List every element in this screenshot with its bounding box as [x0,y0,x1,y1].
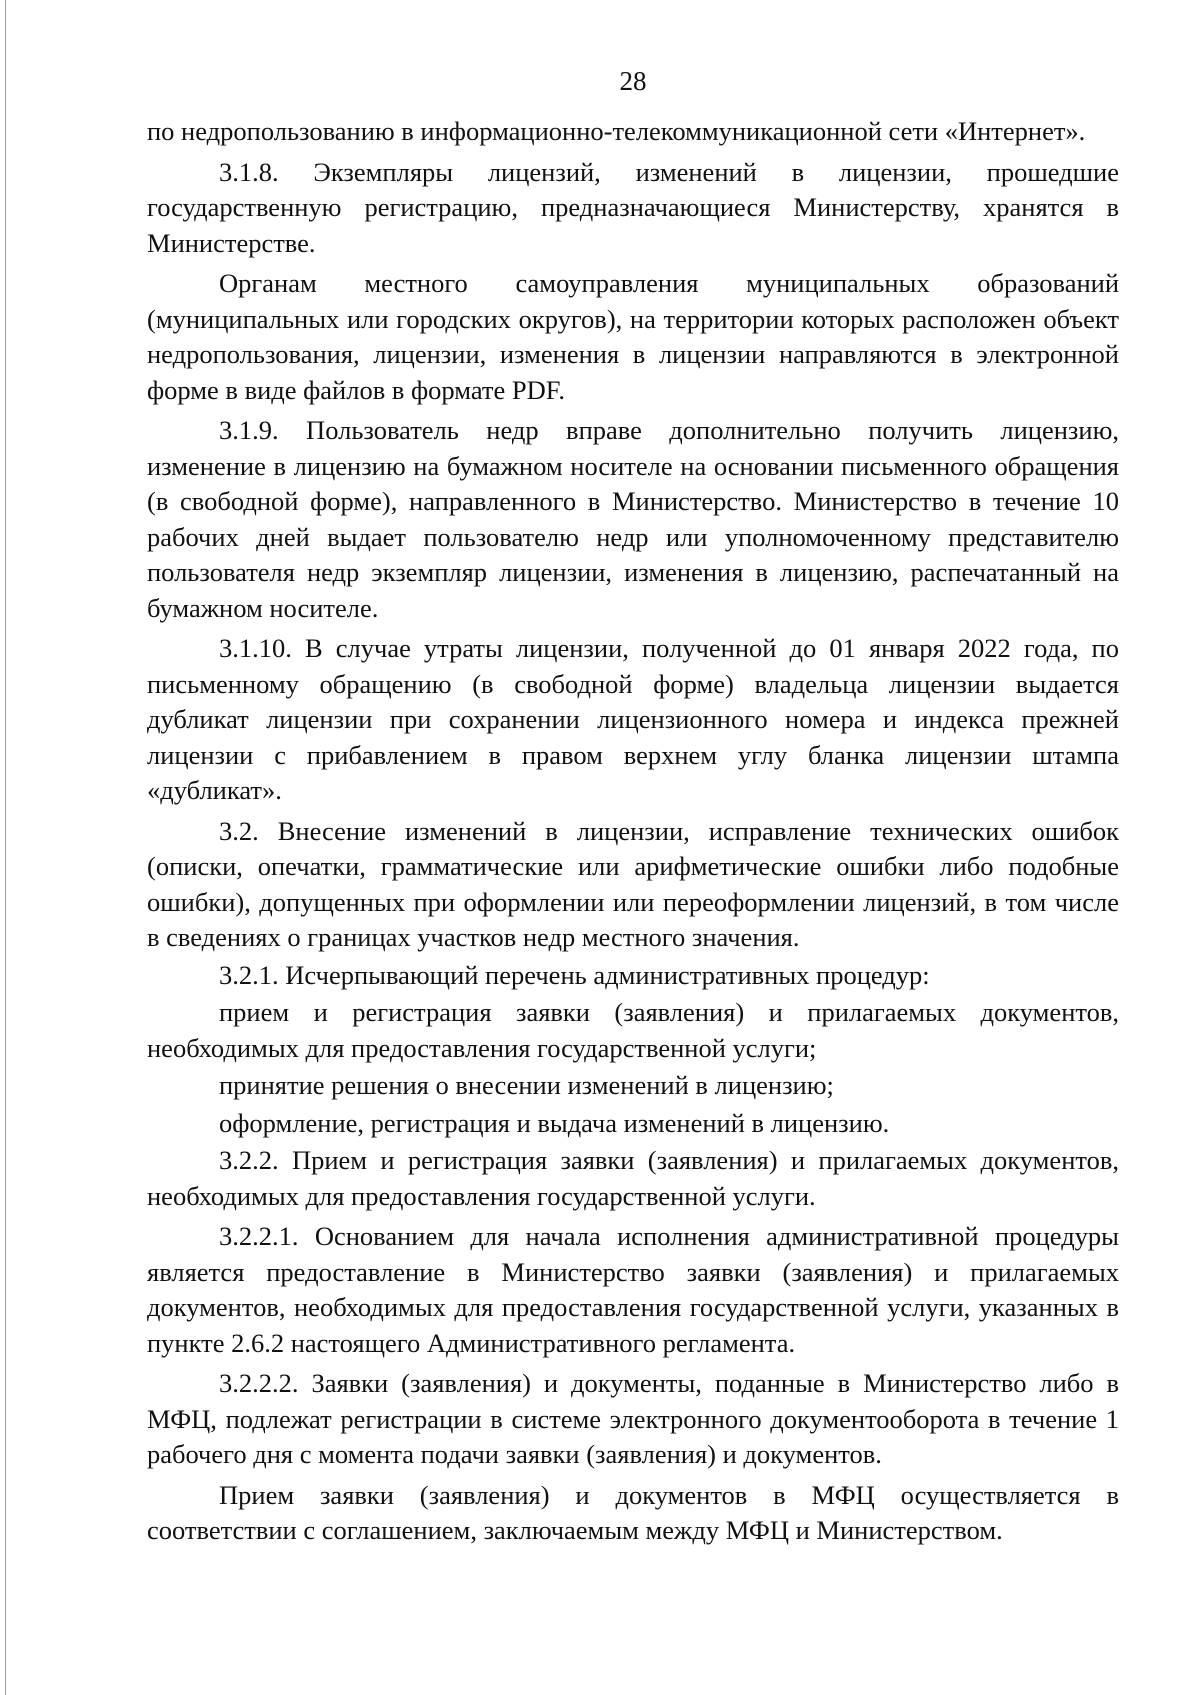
document-body [147,114,1119,1549]
paragraph-3-2-2-1: 3.2.2.1. Основанием для начала исполнения административной процедуры является предоставление в Министерство заявки (заявления) и прилагаемых документов, необходимых для предоставления государственной услуги, указанных в пункте 2.6.2 настоящего Административного регламента. [147,1221,1119,1358]
paragraph-3-2: 3.2. Внесение изменений в лицензии, исправление технических ошибок (описки, опечатки, грамматические или арифметические ошибки либо подобные ошибки), допущенных при оформлении или переоформлении лицензий, в том числе в сведениях о границах участков недр местного значения. [147,815,1119,952]
paragraph-internet: по недропользованию в информационно-телекоммуникационной сети «Интернет». [147,116,1086,146]
paragraph-3-1-9: 3.1.9. Пользователь недр вправе дополнительно получить лицензию, изменение в лицензию на бумажном носителе на основании письменного обращения (в свободной форме), направленного в Министерство. Министерство в течение 10 рабочих дней выдает пользователю недр или уполномоченному представителю пользователя недр экземпляр лицензии, изменения в лицензию, распечатанный на бумажном носителе. [147,415,1119,623]
page-number: 28 [619,66,647,96]
paragraph-3-1-8: 3.1.8. Экземпляры лицензий, изменений в лицензии, прошедшие государственную регистрацию, предназначающиеся Министерству, хранятся в Министерстве. [147,156,1119,258]
paragraph-3-1-10: 3.1.10. В случае утраты лицензии, полученной до 01 января 2022 года, по письменному обращению (в свободной форме) владельца лицензии выдается дубликат лицензии при сохранении лицензионного номера и индекса прежней лицензии с прибавлением в правом верхнем углу бланка лицензии штампа «дубликат». [147,633,1119,805]
scan-edge-line [5,0,6,1695]
paragraph-local-government: Органам местного самоуправления муниципальных образований (муниципальных или городских округов), на территории которых расположен объект недропользования, лицензии, изменения в лицензии направляются в электронной форме в виде файлов в формате PDF. [147,268,1119,405]
paragraph-mfc-reception: Прием заявки (заявления) и документов в МФЦ осуществляется в соответствии с соглашением, заключаемым между МФЦ и Министерством. [147,1479,1119,1545]
paragraph-3-2-2: 3.2.2. Прием и регистрация заявки (заявления) и прилагаемых документов, необходимых для предоставления государственной услуги. [147,1145,1119,1211]
list-item-decision: принятие решения о внесении изменений в лицензию; [219,1070,834,1100]
list-item-issuance: оформление, регистрация и выдача изменений в лицензию. [219,1107,890,1138]
list-item-reception: прием и регистрация заявки (заявления) и прилагаемых документов, необходимых для предоставления государственной услуги; [147,997,1119,1063]
paragraph-3-2-1: 3.2.1. Исчерпывающий перечень административных процедур: [219,959,930,990]
paragraph-3-2-2-2: 3.2.2.2. Заявки (заявления) и документы, поданные в Министерство либо в МФЦ, подлежат регистрации в системе электронного документооборота в течение 1 рабочего дня с момента подачи заявки (заявления) и документов. [147,1368,1119,1469]
